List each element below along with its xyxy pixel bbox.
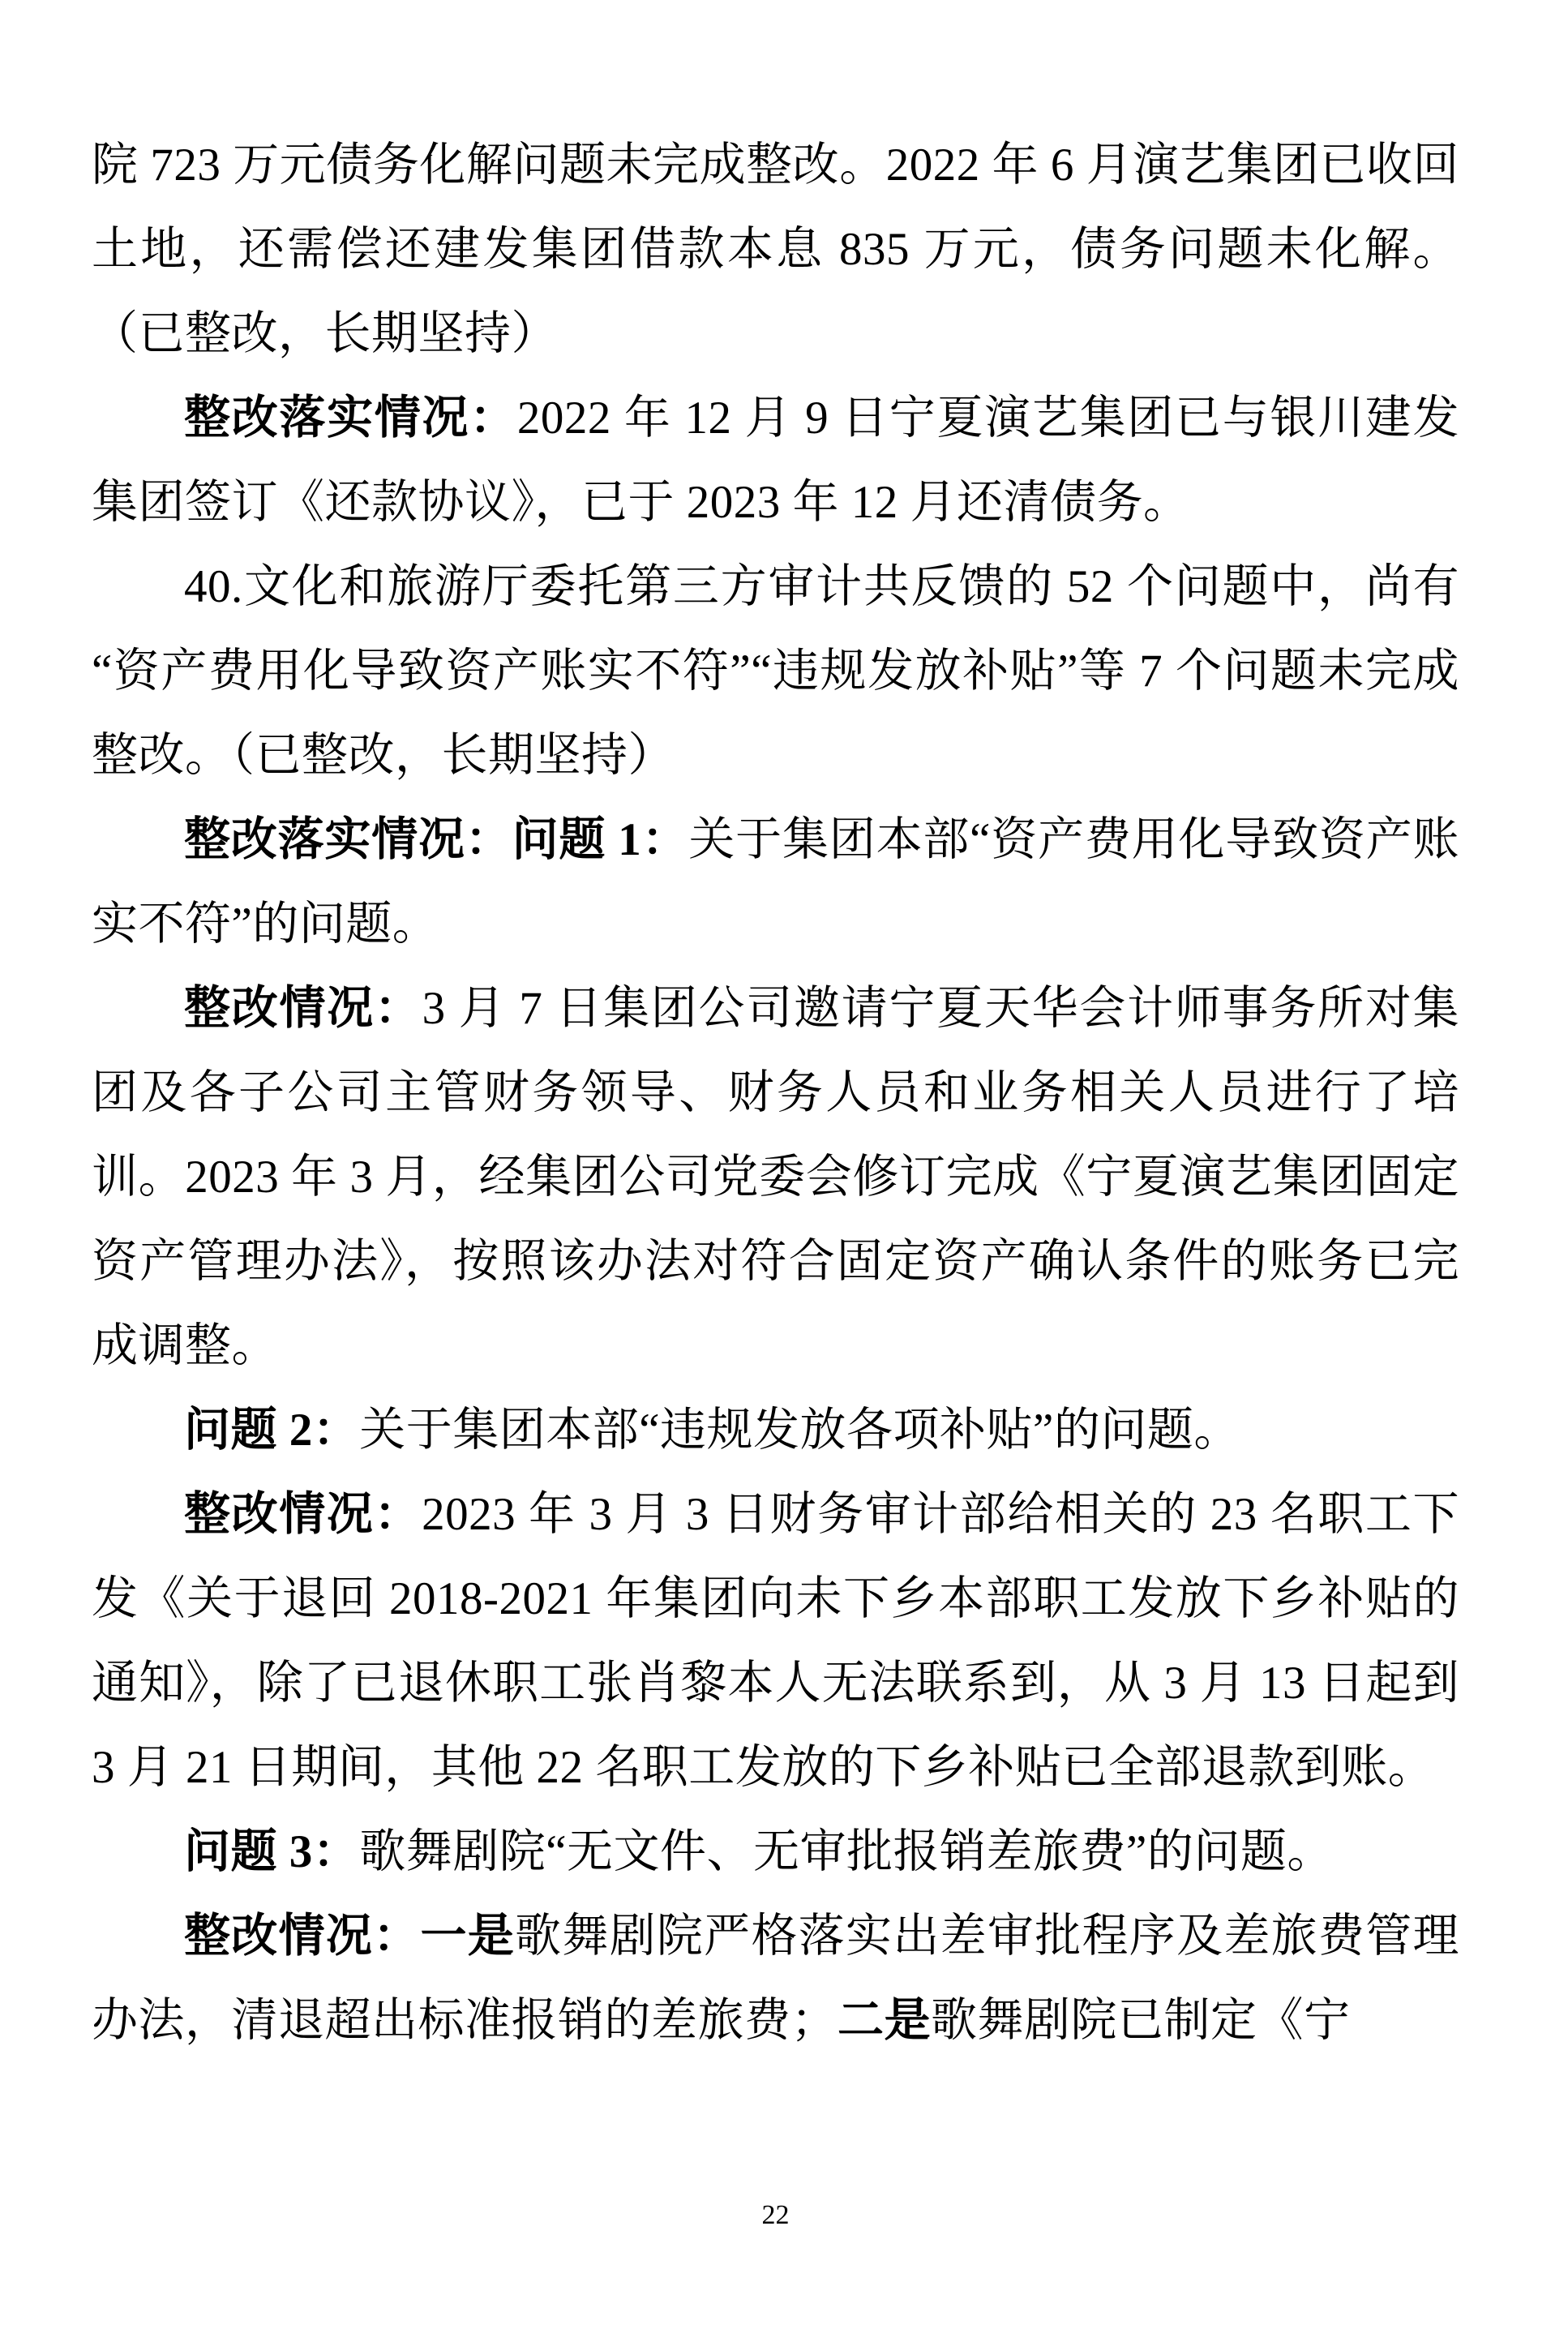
page-footer <box>92 2199 1459 2232</box>
text-run: 院 723 万元债务化解问题未完成整改。2022 年 6 月演艺集团已收回土地，还需偿还建发集团借款本息 835 万元，债务问题未化解。（已整改，长期坚持） <box>92 139 1459 359</box>
paragraph-problem-2 <box>92 1388 1459 1473</box>
rectification-status-problem-1-label: 整改落实情况：问题 1： <box>184 814 689 865</box>
text-run: 2022 年 12 月 9 日宁夏演艺集团已与银川建发集团签订《还款协议》，已于 2023 年 12 月还清债务。 <box>92 392 1460 528</box>
text-run: 2023 年 3 月 3 日财务审计部给相关的 23 名职工下发《关于退回 2018-2021 年集团向未下乡本部职工发放下乡补贴的通知》，除了已退休职工张肖黎本人无法联系到，从 3 月 13 日起到 3 月 21 日期间，其他 22 名职工发放的下乡补贴已全部退款到账。 <box>92 1489 1460 1793</box>
text-run: 歌舞剧院严格落实出差审批程序及差旅费管理办法，清退超出标准报销的差旅费； <box>92 1911 1460 2046</box>
paragraph-item-40 <box>92 545 1459 798</box>
paragraph-rectification-detail-problem-2 <box>92 1473 1459 1810</box>
text-run: 40.文化和旅游厅委托第三方审计共反馈的 52 个问题中，尚有“资产费用化导致资产账实不符”“违规发放补贴”等 7 个问题未完成整改。（已整改，长期坚持） <box>92 561 1459 781</box>
problem-3-label: 问题 3： <box>184 1826 360 1877</box>
rectification-detail-label: 整改情况： <box>184 983 422 1034</box>
paragraph-problem-3 <box>92 1810 1459 1894</box>
paragraph-rectification-detail-problem-3 <box>92 1894 1459 2063</box>
rectification-detail-label: 整改情况： <box>184 1911 421 1962</box>
text-run: 歌舞剧院已制定《宁 <box>931 1995 1351 2046</box>
rectification-detail-label: 整改情况： <box>184 1489 422 1540</box>
paragraph-debt-resolution <box>92 123 1459 376</box>
paragraph-rectification-implementation-39 <box>92 376 1459 545</box>
text-run: 关于集团本部“资产费用化导致资产账实不符”的问题。 <box>92 814 1459 950</box>
page-number: 22 <box>761 2200 790 2230</box>
problem-2-label: 问题 2： <box>184 1405 360 1456</box>
text-run: 3 月 7 日集团公司邀请宁夏天华会计师事务所对集团及各子公司主管财务领导、财务人员和业务相关人员进行了培训。2023 年 3 月，经集团公司党委会修订完成《宁夏演艺集团固定资产管理办法》，按照该办法对符合固定资产确认条件的账务已完成调整。 <box>92 983 1460 1371</box>
text-run: 关于集团本部“违规发放各项补贴”的问题。 <box>359 1405 1240 1456</box>
text-run: 歌舞剧院“无文件、无审批报销差旅费”的问题。 <box>359 1826 1334 1877</box>
paragraph-rectification-detail-problem-1 <box>92 967 1459 1388</box>
rectification-status-label: 整改落实情况： <box>184 392 517 444</box>
second-point-label: 二是 <box>838 1995 931 2046</box>
paragraph-rectification-implementation-40 <box>92 798 1459 967</box>
first-point-label: 一是 <box>420 1911 516 1962</box>
